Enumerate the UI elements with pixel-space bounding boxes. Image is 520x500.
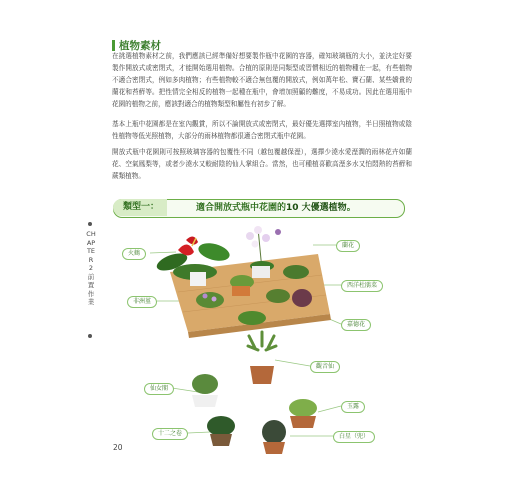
label-orchid: 蘭花 [336,240,360,252]
paragraph-2: 基本上瓶中花園都是在室內觀賞，所以不論開放式或密閉式，最好優先選擇室內植物，半日照植物或陰性植物等低光照植物，大部分的雨林植物都很適合密閉式瓶中花園。 [112,120,412,141]
banner-tag: 類型一： [113,199,167,216]
label-guanyin-cactus: 觀音仙 [310,361,340,373]
banner-text-bold: 10 大優選植物 [286,203,347,213]
chapter-side-label: CHAPTER 2 前置作業 [86,230,96,306]
label-african-violet: 非洲堇 [127,296,157,308]
banner-text-suffix: 。 [346,203,356,213]
label-twelve-rolls: 十二之卷 [152,428,188,440]
label-fairy-pavilion: 仙女閣 [144,383,174,395]
paragraph-1: 在挑選植物素材之前，我們應該已經準備好想要製作瓶中花園的容器，確知玻璃瓶的大小，並決定好要製作開放式或密閉式，才能開始選用植物。合植的原則是同類型或習慣相近的植物種在一起，有些植物不適合密閉式，例如多肉植物；有些植物較不適合無包覆的開放式，例如萬年松、寶石蘭、某些嬌貴的蘭花和苔蘚等。把性情完全相反的植物一起種在瓶中，會增加照顧的難度，不易成功。因此在選用瓶中花園的植物之前，應該對適合的植物類型和屬性有初步了解。 [112,52,412,109]
section-title-text: 植物素材 [119,40,161,52]
banner-text-prefix: 適合開放式瓶中花園的 [196,203,287,213]
page-number: 20 [113,443,123,452]
label-anthurium: 火鶴 [122,248,146,260]
label-jiade-flower: 嘉德花 [341,319,371,331]
label-western-azalea: 西洋杜鵑菜 [341,280,383,292]
paragraph-3: 開放式瓶中花園則可按照玻璃容器的包覆性不同（越包覆越保溼），選擇少澆水愛溼潤的雨林花卉如蘭花、空氣鳳梨等，或者少澆水又較耐陰的仙人掌組合。當然，也可種植喜歡高溼多水又怕悶熱的苔蘚和蕨類植物。 [112,148,412,181]
label-jade-dew: 玉露 [341,401,365,413]
label-white-star: 白星（兜） [333,431,375,443]
